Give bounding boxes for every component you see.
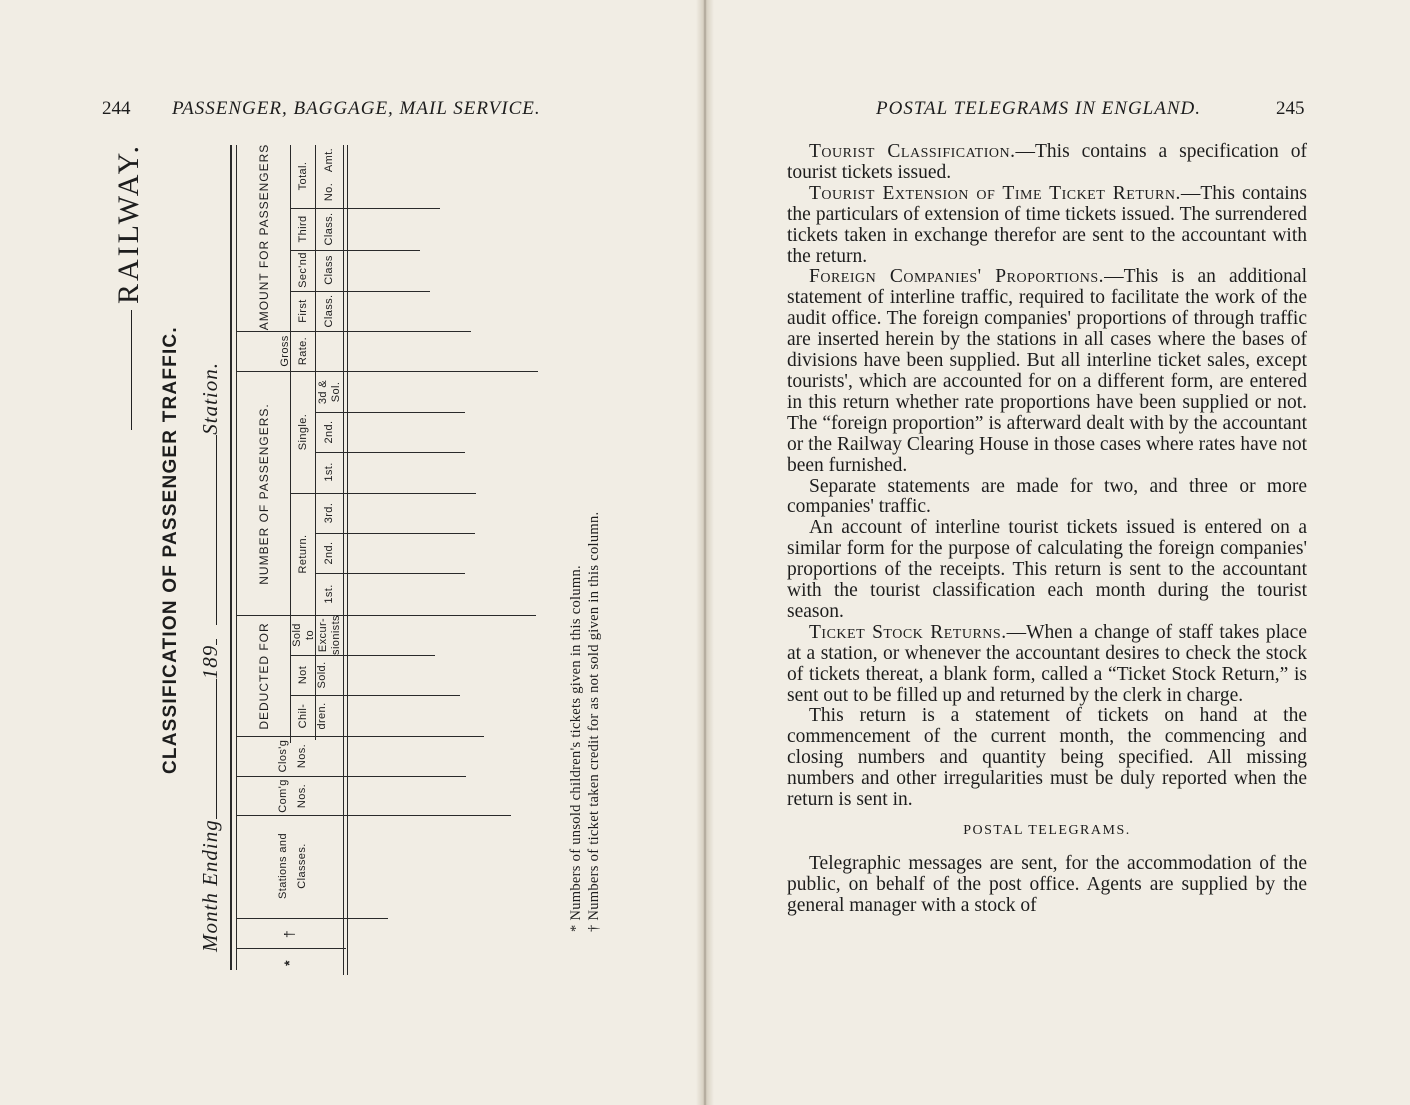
stations-line2: Classes. xyxy=(296,843,308,889)
right-running-head xyxy=(876,98,1201,120)
not-sold-line2: Sold. xyxy=(316,661,328,689)
right-page xyxy=(706,0,1410,1105)
not-sold-line1: Not xyxy=(297,665,309,685)
paragraph-text: —This contains the particulars of extension of time tickets issued. The surrendered tickets taken in exchange therefor are sent to the accountant with the return. xyxy=(787,182,1308,267)
rate-label: Rate. xyxy=(297,336,309,366)
sold-to-line3: Excur- xyxy=(317,617,329,653)
single-2nd-label: 2nd. xyxy=(323,420,335,444)
right-page-number: 245 xyxy=(1276,98,1305,119)
month-ending-label: Month Ending xyxy=(198,819,222,952)
left-page-number: 244 xyxy=(102,98,131,119)
paragraph xyxy=(787,854,1307,917)
commencing-nos-line2: Nos. xyxy=(296,783,308,809)
third-label: Third xyxy=(297,215,309,243)
right-running-head-text: POSTAL TELEGRAMS IN ENGLAND. xyxy=(876,98,1201,119)
row-sep xyxy=(236,918,388,919)
paragraph xyxy=(787,518,1307,623)
left-page xyxy=(0,0,704,1105)
paragraph xyxy=(787,267,1307,476)
paragraph-lead: Tourist Extension of Time Ticket Return. xyxy=(809,182,1181,204)
second-class-label: Class xyxy=(323,255,335,285)
no-label: No. xyxy=(323,182,335,202)
stations-line1: Stations and xyxy=(277,833,289,899)
passenger-classification-form xyxy=(0,0,704,1105)
single-3d-sol-line1: 3d & xyxy=(317,379,329,405)
paragraph-text: —This contains a specification of tourist tickets issued. xyxy=(787,141,1307,183)
footnote-1: * Numbers of unsold children's tickets given in this column. xyxy=(568,565,584,932)
paragraph xyxy=(787,184,1307,268)
value-column-line xyxy=(343,145,344,975)
first-label: First xyxy=(297,299,309,323)
closing-nos-line2: Nos. xyxy=(296,743,308,769)
closing-nos-line1: Clos'g xyxy=(277,739,289,773)
book-gutter xyxy=(696,0,714,1105)
paragraph xyxy=(787,477,1307,519)
form-border-inner xyxy=(236,145,237,970)
star-mark: * xyxy=(281,960,297,966)
second-label: Sec'nd xyxy=(297,252,309,288)
sold-to-line2: to xyxy=(304,630,316,640)
row-sep xyxy=(290,493,476,494)
sold-to-line1: Sold xyxy=(291,623,303,647)
return-3rd-label: 3rd. xyxy=(323,502,335,524)
row-sep xyxy=(315,412,465,413)
row-sep xyxy=(290,250,420,251)
children-line1: Chil- xyxy=(297,703,309,729)
row-sep xyxy=(290,291,430,292)
children-line2: dren. xyxy=(316,702,328,730)
month-ending-line xyxy=(198,362,223,952)
subgroup-divider xyxy=(290,145,291,743)
gross-label: Gross xyxy=(279,335,291,367)
row-sep xyxy=(315,533,475,534)
paragraph-text: This return is a statement of tickets on hand at the commencement of the current month, the commencing and closing numbers and quantity being specified. All missing numbers and other irregularities must be duly reported when the return is sent in. xyxy=(787,705,1307,811)
paragraph-text: Separate statements are made for two, and three or more companies' traffic. xyxy=(787,475,1307,518)
value-column-line-2 xyxy=(347,145,348,975)
footnote-2: † Numbers of ticket taken credit for as not sold given in this column. xyxy=(586,511,602,932)
paragraph-text: Telegraphic messages are sent, for the accommodation of the public, on behalf of the post office. Agents are supplied by the general manager with a stock of xyxy=(787,852,1307,916)
amt-label: Amt. xyxy=(323,147,335,173)
group-sep xyxy=(236,371,538,372)
form-border-left xyxy=(230,145,232,970)
station-label: Station. xyxy=(198,361,222,435)
row-sep xyxy=(236,815,511,816)
group-sep xyxy=(236,615,536,616)
paragraph xyxy=(787,706,1307,811)
paragraph-text: —This is an additional statement of interline traffic, required to facilitate the work of the audit office. The foreign companies' proportions of through traffic are inserted herein by the stations in all cases where the bases of divisions have been supplied. But all interline ticket sales, except tourists', which are accounted for on a different form, are entered in this return whether rate proportions have been supplied or not. The “foreign proportion” is afterward dealt with by the accountant or the Railway Clearing House in those cases where rates have not been furnished. xyxy=(787,266,1307,476)
return-label: Return. xyxy=(297,534,309,574)
form-title: CLASSIFICATION OF PASSENGER TRAFFIC. xyxy=(160,326,181,774)
paragraph-lead: Tourist Classification. xyxy=(809,141,1016,162)
group-sep xyxy=(236,331,471,332)
number-of-passengers-heading: NUMBER OF PASSENGERS. xyxy=(257,403,271,585)
paragraph-lead: Foreign Companies' Proportions. xyxy=(809,266,1105,288)
row-sep xyxy=(315,573,465,574)
return-2nd-label: 2nd. xyxy=(323,541,335,565)
section-heading: POSTAL TELEGRAMS. xyxy=(963,823,1131,838)
subcolumn-divider xyxy=(315,145,316,740)
body-text xyxy=(787,142,1307,917)
sold-to-line4: sionists xyxy=(330,615,342,655)
paragraph-text: An account of interline tourist tickets issued is entered on a similar form for the purpose of calculating the foreign companies' proportions of the receipts. This return is sent to the accountant with the tourist classification each month during the tourist season. xyxy=(787,517,1307,622)
row-sep xyxy=(315,452,465,453)
row-sep xyxy=(290,655,435,656)
paragraph-lead: Ticket Stock Returns. xyxy=(809,621,1007,643)
dagger-mark: † xyxy=(281,929,297,939)
total-label: Total. xyxy=(297,161,309,191)
group-sep xyxy=(236,736,484,737)
deducted-for-heading: DEDUCTED FOR xyxy=(257,622,271,730)
single-1st-label: 1st. xyxy=(323,462,335,482)
row-sep xyxy=(290,695,460,696)
third-class-label: Class. xyxy=(323,212,335,246)
single-3d-sol-line2: Sol. xyxy=(330,381,342,403)
commencing-nos-line1: Com'g xyxy=(277,779,289,813)
return-1st-label: 1st. xyxy=(323,584,335,604)
paragraph xyxy=(787,623,1307,707)
row-sep xyxy=(236,776,466,777)
row-sep xyxy=(290,208,440,209)
paragraph xyxy=(787,142,1307,184)
amount-for-passengers-heading: AMOUNT FOR PASSENGERS xyxy=(257,143,271,331)
year-label: 189 xyxy=(198,644,222,680)
railway-title: RAILWAY. xyxy=(112,143,146,430)
left-running-head-text: PASSENGER, BAGGAGE, MAIL SERVICE. xyxy=(172,98,541,119)
first-class-label: Class. xyxy=(323,294,335,328)
row-sep xyxy=(236,948,346,949)
single-label: Single. xyxy=(297,413,309,451)
paragraph-text: —When a change of staff takes place at a station, or whenever the accountant desires to check the stock of tickets thereat, a blank form, called a “Ticket Stock Return,” is sent out to be filled up and returned by the clerk in charge. xyxy=(787,621,1307,706)
